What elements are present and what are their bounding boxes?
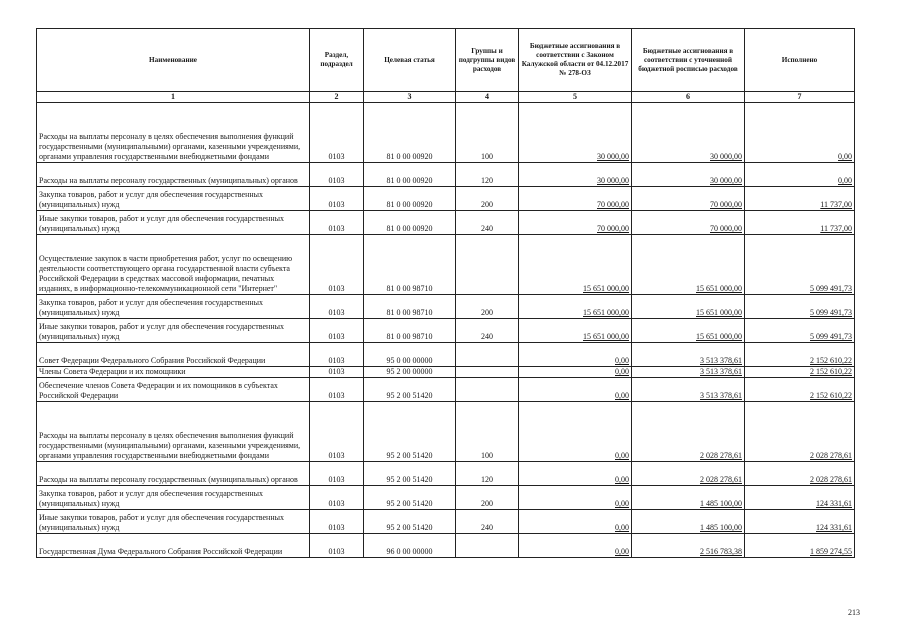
column-number-row — [37, 92, 855, 103]
cell-article: 95 0 00 00000 — [364, 343, 456, 367]
cell-section: 0103 — [310, 534, 364, 558]
cell-group: 100 — [456, 402, 519, 462]
cell-section: 0103 — [310, 462, 364, 486]
header-done: Исполнено — [745, 29, 855, 92]
cell-article: 81 0 00 00920 — [364, 163, 456, 187]
cell-section: 0103 — [310, 295, 364, 319]
cell-law: 0,00 — [519, 378, 632, 402]
cell-law: 0,00 — [519, 534, 632, 558]
column-number: 2 — [310, 92, 364, 103]
cell-name: Закупка товаров, работ и услуг для обеспечения государственных (муниципальных) нужд — [37, 295, 310, 319]
cell-plan: 2 516 783,38 — [632, 534, 745, 558]
cell-law: 0,00 — [519, 510, 632, 534]
cell-section: 0103 — [310, 187, 364, 211]
cell-article: 81 0 00 00920 — [364, 211, 456, 235]
cell-done: 2 152 610,22 — [745, 378, 855, 402]
table-row — [37, 187, 855, 211]
cell-plan: 3 513 378,61 — [632, 367, 745, 378]
cell-done: 124 331,61 — [745, 510, 855, 534]
cell-name: Иные закупки товаров, работ и услуг для обеспечения государственных (муниципальных) нужд — [37, 319, 310, 343]
cell-group: 240 — [456, 211, 519, 235]
cell-done: 124 331,61 — [745, 486, 855, 510]
cell-section: 0103 — [310, 343, 364, 367]
table-row — [37, 319, 855, 343]
cell-plan: 15 651 000,00 — [632, 235, 745, 295]
cell-law: 15 651 000,00 — [519, 319, 632, 343]
table-row — [37, 163, 855, 187]
cell-plan: 2 028 278,61 — [632, 402, 745, 462]
cell-article: 95 2 00 51420 — [364, 462, 456, 486]
cell-done: 0,00 — [745, 103, 855, 163]
cell-name: Расходы на выплаты персоналу в целях обеспечения выполнения функций государственными (муниципальными) органами, казенными учреждениями, органами управления государственными внебюджетными фондами — [37, 402, 310, 462]
cell-law: 70 000,00 — [519, 211, 632, 235]
cell-name: Закупка товаров, работ и услуг для обеспечения государственных (муниципальных) нужд — [37, 486, 310, 510]
cell-article: 81 0 00 98710 — [364, 235, 456, 295]
page-number: 213 — [848, 608, 860, 617]
cell-name: Иные закупки товаров, работ и услуг для обеспечения государственных (муниципальных) нужд — [37, 211, 310, 235]
cell-law: 15 651 000,00 — [519, 235, 632, 295]
cell-done: 5 099 491,73 — [745, 295, 855, 319]
cell-done: 5 099 491,73 — [745, 235, 855, 295]
cell-done: 2 152 610,22 — [745, 343, 855, 367]
cell-group: 240 — [456, 319, 519, 343]
cell-article: 81 0 00 98710 — [364, 295, 456, 319]
cell-section: 0103 — [310, 235, 364, 295]
cell-group — [456, 534, 519, 558]
table-row — [37, 367, 855, 378]
cell-section: 0103 — [310, 402, 364, 462]
header-name: Наименование — [37, 29, 310, 92]
cell-done: 11 737,00 — [745, 187, 855, 211]
cell-article: 81 0 00 98710 — [364, 319, 456, 343]
cell-plan: 15 651 000,00 — [632, 295, 745, 319]
cell-article: 95 2 00 51420 — [364, 486, 456, 510]
cell-group — [456, 343, 519, 367]
budget-table — [36, 28, 855, 558]
cell-name: Иные закупки товаров, работ и услуг для обеспечения государственных (муниципальных) нужд — [37, 510, 310, 534]
cell-section: 0103 — [310, 211, 364, 235]
cell-section: 0103 — [310, 163, 364, 187]
cell-section: 0103 — [310, 103, 364, 163]
cell-name: Государственная Дума Федерального Собрания Российской Федерации — [37, 534, 310, 558]
cell-plan: 1 485 100,00 — [632, 510, 745, 534]
header-group: Группы и подгруппы видов расходов — [456, 29, 519, 92]
cell-plan: 3 513 378,61 — [632, 343, 745, 367]
table-row — [37, 462, 855, 486]
cell-law: 0,00 — [519, 367, 632, 378]
cell-group: 200 — [456, 187, 519, 211]
cell-article: 95 2 00 00000 — [364, 367, 456, 378]
cell-law: 30 000,00 — [519, 163, 632, 187]
cell-section: 0103 — [310, 486, 364, 510]
column-number: 7 — [745, 92, 855, 103]
cell-plan: 15 651 000,00 — [632, 319, 745, 343]
header-section: Раздел, подраздел — [310, 29, 364, 92]
table-row — [37, 235, 855, 295]
table-row — [37, 402, 855, 462]
cell-plan: 70 000,00 — [632, 211, 745, 235]
column-number: 1 — [37, 92, 310, 103]
cell-section: 0103 — [310, 367, 364, 378]
column-number: 4 — [456, 92, 519, 103]
cell-plan: 30 000,00 — [632, 163, 745, 187]
cell-article: 81 0 00 00920 — [364, 103, 456, 163]
cell-group: 120 — [456, 163, 519, 187]
cell-group: 200 — [456, 295, 519, 319]
table-row — [37, 486, 855, 510]
cell-done: 11 737,00 — [745, 211, 855, 235]
column-number: 3 — [364, 92, 456, 103]
cell-name: Расходы на выплаты персоналу в целях обеспечения выполнения функций государственными (муниципальными) органами, казенными учреждениями, органами управления государственными внебюджетными фондами — [37, 103, 310, 163]
cell-done: 1 859 274,55 — [745, 534, 855, 558]
table-row — [37, 534, 855, 558]
header-law: Бюджетные ассигнования в соответствии с Законом Калужской области от 04.12.2017 № 278-ОЗ — [519, 29, 632, 92]
table-row — [37, 343, 855, 367]
table-row — [37, 510, 855, 534]
cell-group — [456, 367, 519, 378]
cell-law: 70 000,00 — [519, 187, 632, 211]
cell-group: 240 — [456, 510, 519, 534]
cell-name: Осуществление закупок в части приобретения работ, услуг по освещению деятельности соответствующего органа государственной власти субъекта Российской Федерации в средствах массовой информации, печатных изданиях, в информационно-телекоммуникационной сети "Интернет" — [37, 235, 310, 295]
table-body — [37, 103, 855, 558]
cell-group: 120 — [456, 462, 519, 486]
table-header-row — [37, 29, 855, 92]
cell-group — [456, 378, 519, 402]
column-number: 6 — [632, 92, 745, 103]
table-row — [37, 295, 855, 319]
cell-name: Расходы на выплаты персоналу государственных (муниципальных) органов — [37, 163, 310, 187]
cell-done: 5 099 491,73 — [745, 319, 855, 343]
cell-done: 2 028 278,61 — [745, 402, 855, 462]
cell-done: 0,00 — [745, 163, 855, 187]
cell-article: 95 2 00 51420 — [364, 378, 456, 402]
table-row — [37, 211, 855, 235]
cell-name: Закупка товаров, работ и услуг для обеспечения государственных (муниципальных) нужд — [37, 187, 310, 211]
cell-plan: 70 000,00 — [632, 187, 745, 211]
cell-law: 0,00 — [519, 343, 632, 367]
cell-section: 0103 — [310, 319, 364, 343]
cell-law: 30 000,00 — [519, 103, 632, 163]
cell-done: 2 152 610,22 — [745, 367, 855, 378]
cell-name: Обеспечение членов Совета Федерации и их помощников в субъектах Российской Федерации — [37, 378, 310, 402]
cell-article: 96 0 00 00000 — [364, 534, 456, 558]
cell-article: 95 2 00 51420 — [364, 510, 456, 534]
cell-name: Расходы на выплаты персоналу государственных (муниципальных) органов — [37, 462, 310, 486]
cell-done: 2 028 278,61 — [745, 462, 855, 486]
cell-article: 95 2 00 51420 — [364, 402, 456, 462]
column-number: 5 — [519, 92, 632, 103]
cell-plan: 2 028 278,61 — [632, 462, 745, 486]
cell-section: 0103 — [310, 378, 364, 402]
cell-article: 81 0 00 00920 — [364, 187, 456, 211]
cell-group — [456, 235, 519, 295]
cell-law: 0,00 — [519, 402, 632, 462]
cell-group: 100 — [456, 103, 519, 163]
cell-plan: 1 485 100,00 — [632, 486, 745, 510]
cell-law: 0,00 — [519, 462, 632, 486]
cell-law: 0,00 — [519, 486, 632, 510]
cell-group: 200 — [456, 486, 519, 510]
header-article: Целевая статья — [364, 29, 456, 92]
cell-name: Члены Совета Федерации и их помощники — [37, 367, 310, 378]
cell-section: 0103 — [310, 510, 364, 534]
cell-name: Совет Федерации Федерального Собрания Российской Федерации — [37, 343, 310, 367]
cell-law: 15 651 000,00 — [519, 295, 632, 319]
table-row — [37, 103, 855, 163]
cell-plan: 3 513 378,61 — [632, 378, 745, 402]
cell-plan: 30 000,00 — [632, 103, 745, 163]
table-row — [37, 378, 855, 402]
header-plan: Бюджетные ассигнования в соответствии с уточненной бюджетной росписью расходов — [632, 29, 745, 92]
